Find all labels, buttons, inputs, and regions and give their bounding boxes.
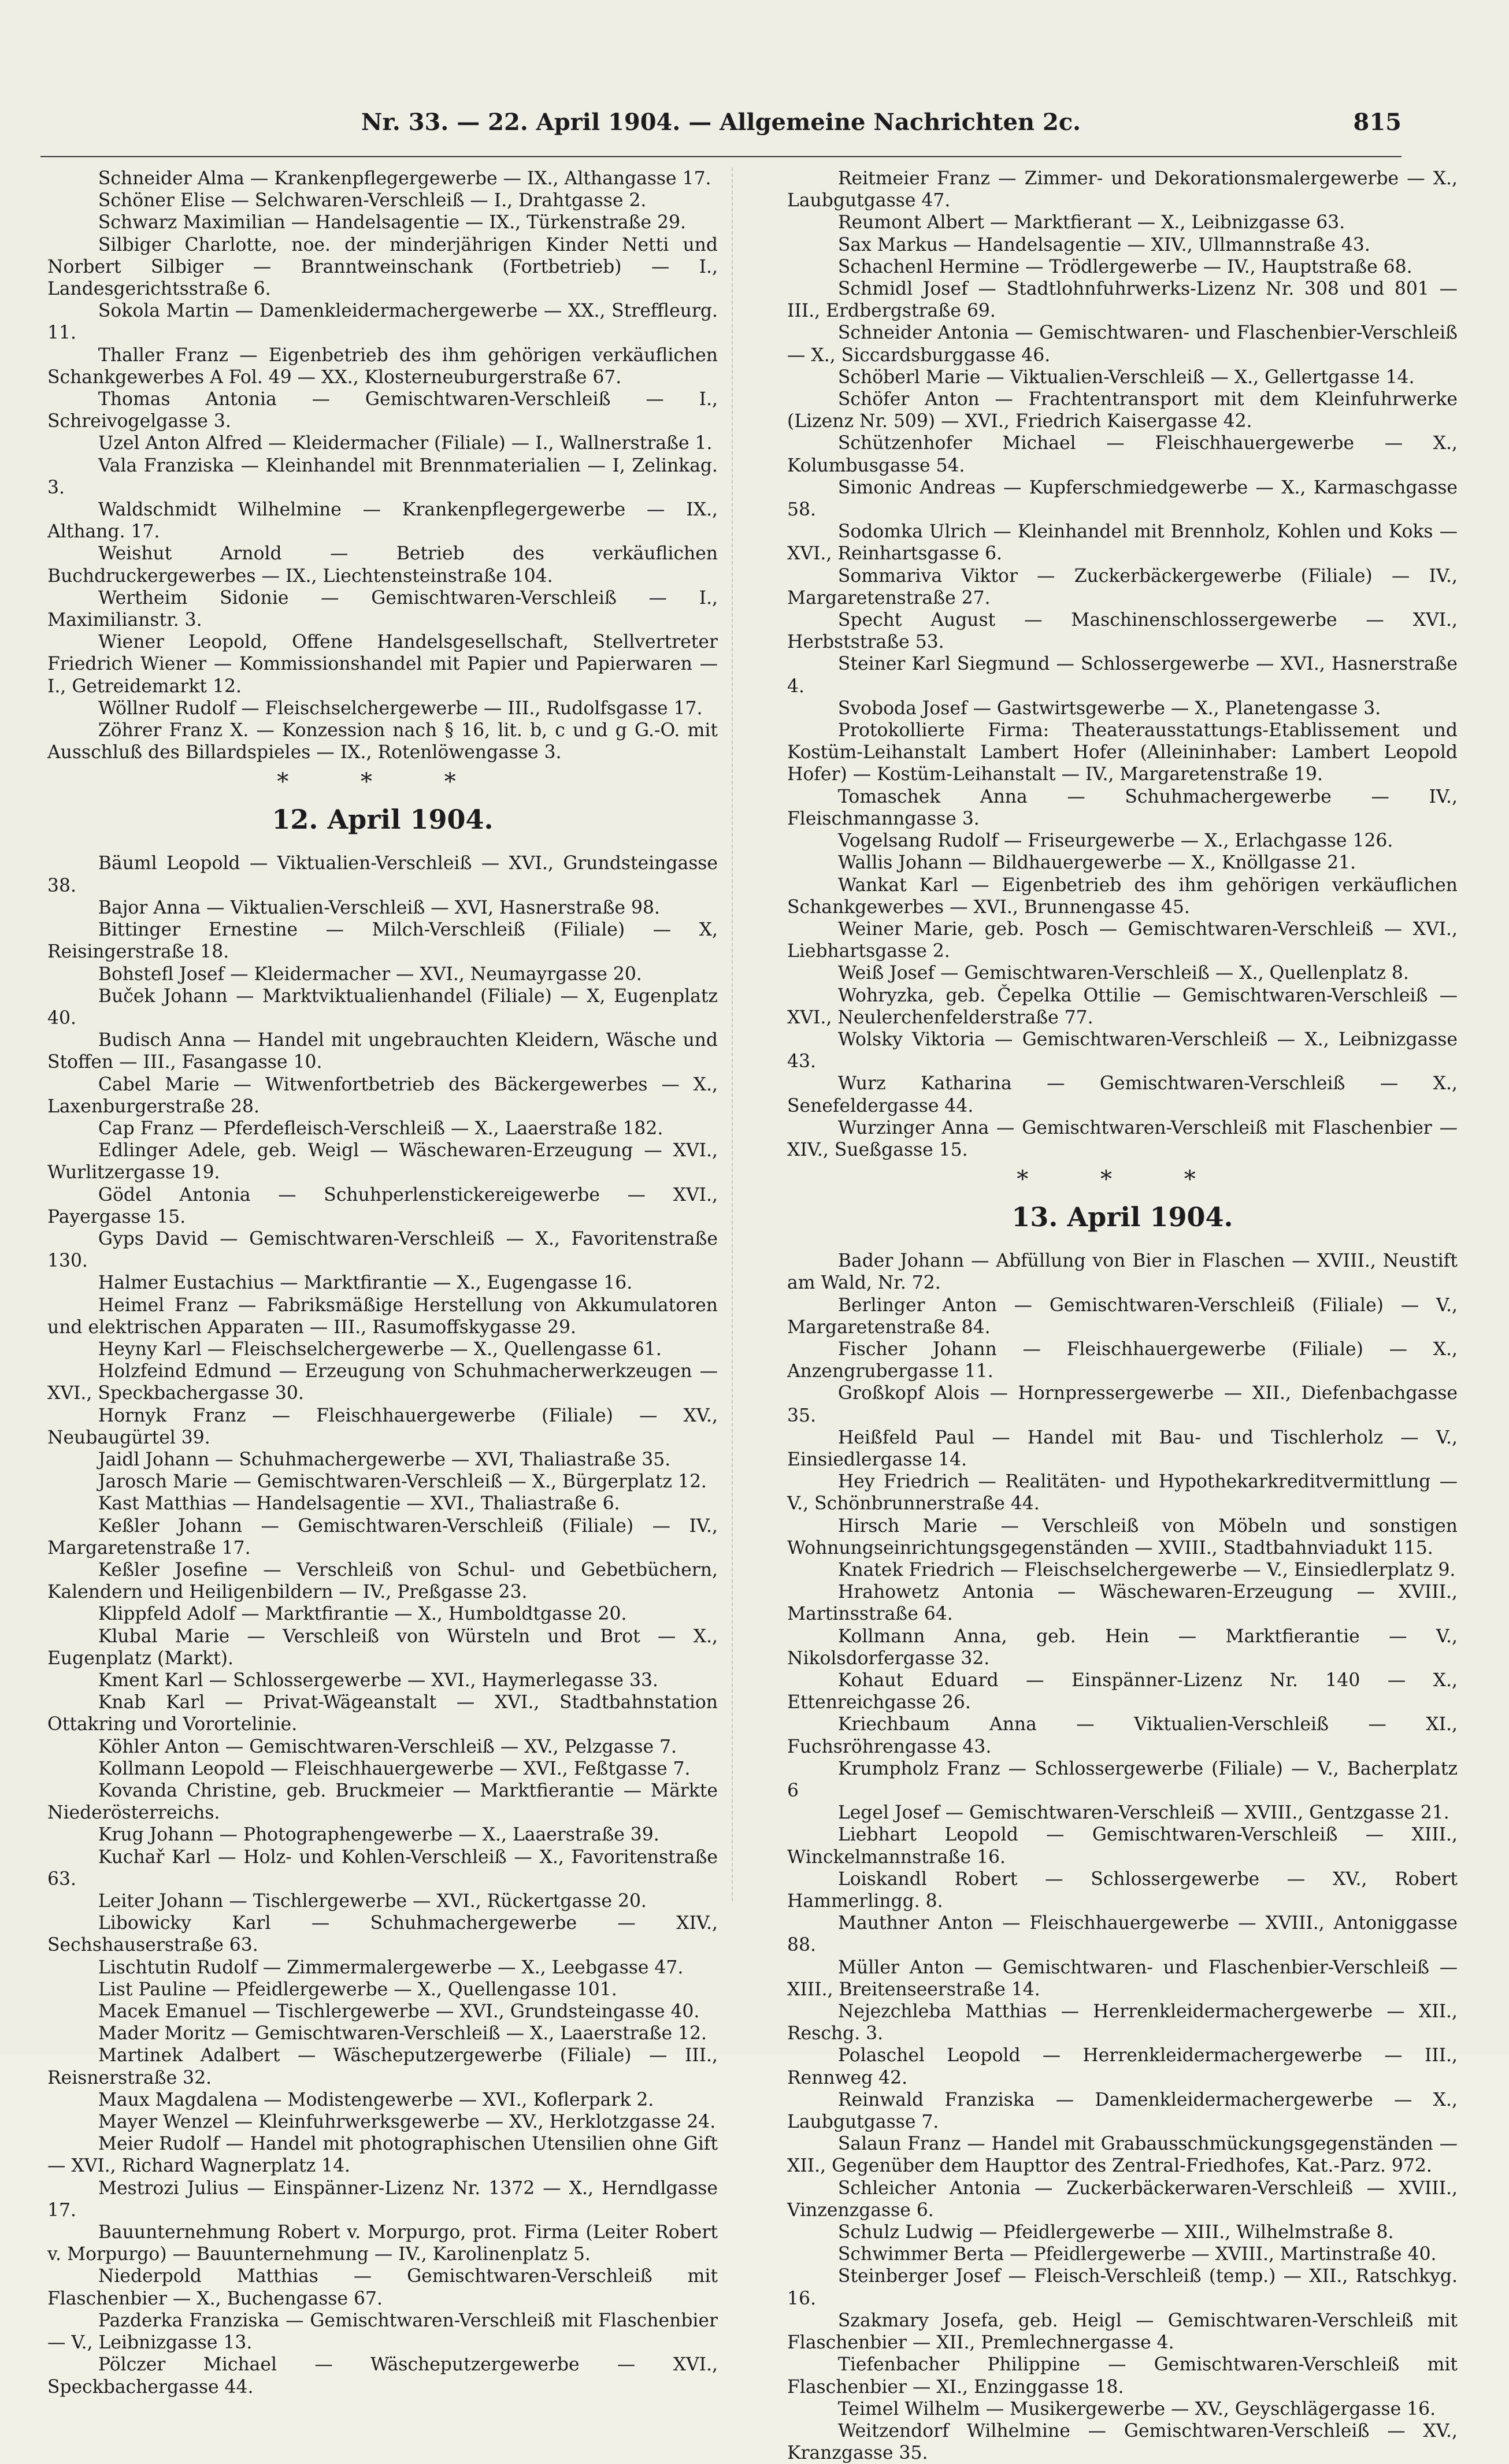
register-entry: Liebhart Leopold — Gemischtwaren-Verschleiß — XIII., Winckelmannstraße 16. — [787, 1824, 1458, 1868]
register-entry: Protokollierte Firma: Theaterausstattungs-Etablissement und Kostüm-Leihanstalt Lambert Hofer (Alleininhaber: Lambert Leopold Hofer) — Kostüm-Leihanstalt — IV., Margaretenstraße 19. — [787, 720, 1458, 785]
right-column — [787, 168, 1458, 2464]
register-entry: Schachenl Hermine — Trödlergewerbe — IV., Hauptstraße 68. — [837, 256, 1412, 277]
page-number: 815 — [1353, 109, 1402, 136]
register-entry: Reinwald Franziska — Damenkleidermachergewerbe — X., Laubgutgasse 7. — [787, 2089, 1458, 2133]
register-entry: Kollmann Anna, geb. Hein — Marktfierantie — V., Nikolsdorfergasse 32. — [787, 1626, 1458, 1669]
register-entry: Nejezchleba Matthias — Herrenkleidermachergewerbe — XII., Reschg. 3. — [787, 2001, 1458, 2044]
register-entry: Bäuml Leopold — Viktualien-Verschleiß — XVI., Grundsteingasse 38. — [47, 853, 718, 896]
register-entry: Leiter Johann — Tischlergewerbe — XVI., Rückertgasse 20. — [98, 1891, 647, 1912]
register-entry: Wankat Karl — Eigenbetrieb des ihm gehörigen verkäuflichen Schankgewerbes — XVI., Brunnengasse 45. — [787, 874, 1458, 918]
register-entry: Thomas Antonia — Gemischtwaren-Verschleiß — I., Schreivogelgasse 3. — [47, 389, 718, 432]
register-entry: Waldschmidt Wilhelmine — Krankenpflegergewerbe — IX., Althang. 17. — [47, 499, 718, 543]
register-entry: Teimel Wilhelm — Musikergewerbe — XV., Geyschlägergasse 16. — [837, 2398, 1436, 2420]
register-entry: Uzel Anton Alfred — Kleidermacher (Filiale) — I., Wallnerstraße 1. — [98, 433, 713, 454]
register-entry: Sommariva Viktor — Zuckerbäckergewerbe (Filiale) — IV., Margaretenstraße 27. — [787, 565, 1458, 608]
register-entry: Wiener Leopold, Offene Handelsgesellschaft, Stellvertreter Friedrich Wiener — Kommissionshandel mit Papier und Papierwaren — I., Getreidemarkt 12. — [47, 632, 718, 697]
register-entry: Mader Moritz — Gemischtwaren-Verschleiß — X., Laaerstraße 12. — [98, 2023, 707, 2044]
section-heading-12-april: 12. April 1904. — [272, 804, 494, 836]
register-entry: Bajor Anna — Viktualien-Verschleiß — XVI, Hasnerstraße 98. — [98, 897, 660, 918]
register-entry: Köhler Anton — Gemischtwaren-Verschleiß — XV., Pelzgasse 7. — [98, 1736, 677, 1757]
register-entry: Bittinger Ernestine — Milch-Verschleiß (Filiale) — X, Reisingerstraße 18. — [47, 919, 718, 963]
register-entry: Hrahowetz Antonia — Wäschewaren-Erzeugung — XVIII., Martinsstraße 64. — [787, 1582, 1458, 1625]
section-separator-stars: * * * — [1017, 1166, 1228, 1193]
register-entry: Heißfeld Paul — Handel mit Bau- und Tischlerholz — V., Einsiedlergasse 14. — [787, 1427, 1458, 1470]
register-entry: Kriechbaum Anna — Viktualien-Verschleiß — XI., Fuchsröhrengasse 43. — [787, 1714, 1458, 1757]
register-entry: Knatek Friedrich — Fleischselchergewerbe — V., Einsiedlerplatz 9. — [837, 1559, 1456, 1580]
register-entry: Polaschel Leopold — Herrenkleidermachergewerbe — III., Rennweg 42. — [787, 2045, 1458, 2088]
register-entry: Svoboda Josef — Gastwirtsgewerbe — X., Planetengasse 3. — [837, 697, 1381, 719]
register-entry: Schneider Alma — Krankenpflegergewerbe — IX., Althangasse 17. — [98, 168, 711, 189]
register-entry: Weiner Marie, geb. Posch — Gemischtwaren-Verschleiß — XVI., Liebhartsgasse 2. — [787, 918, 1458, 962]
register-entry: Sax Markus — Handelsagentie — XIV., Ullmannstraße 43. — [837, 234, 1370, 255]
register-entry: Wolsky Viktoria — Gemischtwaren-Verschleiß — X., Leibnizgasse 43. — [787, 1029, 1458, 1073]
register-entry: Kuchař Karl — Holz- und Kohlen-Verschleiß — X., Favoritenstraße 63. — [47, 1846, 718, 1890]
register-entry: Meier Rudolf — Handel mit photographischen Utensilien ohne Gift — XVI., Richard Wagnerplatz 14. — [47, 2133, 718, 2177]
register-entry: Jaidl Johann — Schuhmachergewerbe — XVI, Thaliastraße 35. — [98, 1449, 671, 1470]
register-entry: Wurzinger Anna — Gemischtwaren-Verschleiß mit Flaschenbier — XIV., Sueßgasse 15. — [787, 1117, 1458, 1160]
register-entry: Sodomka Ulrich — Kleinhandel mit Brennholz, Kohlen und Koks — XVI., Reinhartsgasse 6. — [787, 521, 1458, 565]
register-entry: Salaun Franz — Handel mit Grabausschmückungsgegenständen — XII., Gegenüber dem Haupttor des Zentral-Friedhofes, Kat.-Parz. 972. — [787, 2133, 1458, 2177]
register-entry: Reitmeier Franz — Zimmer- und Dekorationsmalergewerbe — X., Laubgutgasse 47. — [787, 168, 1458, 211]
register-entry: Kollmann Leopold — Fleischhauergewerbe — XVI., Feßtgasse 7. — [98, 1758, 691, 1779]
column-divider — [732, 168, 733, 1901]
register-entry: Vogelsang Rudolf — Friseurgewerbe — X., Erlachgasse 126. — [837, 830, 1393, 852]
register-entry: Heimel Franz — Fabriksmäßige Herstellung von Akkumulatoren und elektrischen Apparaten — III., Rasumoffskygasse 29. — [47, 1294, 718, 1338]
running-title: Nr. 33. — 22. April 1904. — Allgemeine Nachrichten 2c. — [361, 109, 1081, 136]
register-entry: Schöberl Marie — Viktualien-Verschleiß — X., Gellertgasse 14. — [837, 366, 1415, 388]
left-entries-section — [47, 852, 718, 2398]
register-entry: Sokola Martin — Damenkleidermachergewerbe — XX., Streffleurg. 11. — [47, 300, 718, 344]
register-entry: Mestrozi Julius — Einspänner-Lizenz Nr. 1372 — X., Herndlgasse 17. — [47, 2177, 718, 2221]
register-entry: Schmidl Josef — Stadtlohnfuhrwerks-Lizenz Nr. 308 und 801 — III., Erdbergstraße 69. — [787, 279, 1458, 322]
register-entry: Kohaut Eduard — Einspänner-Lizenz Nr. 140 — X., Ettenreichgasse 26. — [787, 1670, 1458, 1713]
register-entry: Schwarz Maximilian — Handelsagentie — IX., Türkenstraße 29. — [98, 212, 686, 233]
register-entry: Schneider Antonia — Gemischtwaren- und Flaschenbier-Verschleiß — X., Siccardsburggasse 46. — [787, 322, 1458, 366]
right-entries-section — [787, 1250, 1458, 2464]
register-entry: Pazderka Franziska — Gemischtwaren-Verschleiß mit Flaschenbier — V., Leibnizgasse 13. — [47, 2310, 718, 2354]
register-entry: Klubal Marie — Verschleiß von Würsteln und Brot — X., Eugenplatz (Markt). — [47, 1626, 718, 1669]
register-entry: Maux Magdalena — Modistengewerbe — XVI., Koflerpark 2. — [98, 2089, 654, 2110]
register-entry: Wurz Katharina — Gemischtwaren-Verschleiß — X., Senefeldergasse 44. — [787, 1073, 1458, 1116]
register-entry: Schulz Ludwig — Pfeidlergewerbe — XIII., Wilhelmstraße 8. — [837, 2222, 1394, 2243]
register-entry: Fischer Johann — Fleischhauergewerbe (Filiale) — X., Anzengrubergasse 11. — [787, 1338, 1458, 1382]
register-entry: Hornyk Franz — Fleischhauergewerbe (Filiale) — XV., Neubaugürtel 39. — [47, 1405, 718, 1448]
register-entry: Macek Emanuel — Tischlergewerbe — XVI., Grundsteingasse 40. — [98, 2001, 700, 2023]
register-entry: Wallis Johann — Bildhauergewerbe — X., Knöllgasse 21. — [837, 852, 1356, 874]
register-entry: Gyps David — Gemischtwaren-Verschleiß — X., Favoritenstraße 130. — [47, 1228, 718, 1272]
register-entry: Szakmary Josefa, geb. Heigl — Gemischtwaren-Verschleiß mit Flaschenbier — XII., Premlechnergasse 4. — [787, 2310, 1458, 2354]
register-entry: Hey Friedrich — Realitäten- und Hypothekarkreditvermittlung — V., Schönbrunnerstraße 44. — [787, 1471, 1458, 1515]
register-entry: Keßler Josefine — Verschleiß von Schul- und Gebetbüchern, Kalendern und Heiligenbildern — IV., Preßgasse 23. — [47, 1559, 718, 1603]
register-entry: Schöfer Anton — Frachtentransport mit dem Kleinfuhrwerke (Lizenz Nr. 509) — XVI., Friedrich Kaisergasse 42. — [787, 389, 1458, 432]
register-entry: Bauunternehmung Robert v. Morpurgo, prot. Firma (Leiter Robert v. Morpurgo) — Bauunternehmung — IV., Karolinenplatz 5. — [47, 2222, 718, 2265]
register-entry: Weiß Josef — Gemischtwaren-Verschleiß — X., Quellenplatz 8. — [837, 963, 1409, 984]
register-entry: Mauthner Anton — Fleischhauergewerbe — XVIII., Antoniggasse 88. — [787, 1913, 1458, 1956]
register-entry: Weishut Arnold — Betrieb des verkäuflichen Buchdruckergewerbes — IX., Liechtensteinstraße 104. — [47, 543, 718, 587]
header-rule — [40, 156, 1402, 157]
register-entry: Niederpold Matthias — Gemischtwaren-Verschleiß mit Flaschenbier — X., Buchengasse 67. — [47, 2266, 718, 2309]
register-entry: Schleicher Antonia — Zuckerbäckerwaren-Verschleiß — XVIII., Vinzenzgasse 6. — [787, 2177, 1458, 2221]
register-entry: Bohstefl Josef — Kleidermacher — XVI., Neumayrgasse 20. — [98, 963, 642, 985]
register-entry: Wertheim Sidonie — Gemischtwaren-Verschleiß — I., Maximilianstr. 3. — [47, 587, 718, 631]
register-entry: Großkopf Alois — Hornpressergewerbe — XII., Diefenbachgasse 35. — [787, 1383, 1458, 1426]
register-entry: Reumont Albert — Marktfierant — X., Leibnizgasse 63. — [837, 212, 1345, 233]
register-entry: Steinberger Josef — Fleisch-Verschleiß (temp.) — XII., Ratschkyg. 16. — [787, 2266, 1458, 2309]
register-entry: Specht August — Maschinenschlossergewerbe — XVI., Herbststraße 53. — [787, 610, 1458, 653]
register-entry: Krumpholz Franz — Schlossergewerbe (Filiale) — V., Bacherplatz 6 — [787, 1758, 1458, 1802]
register-entry: Zöhrer Franz X. — Konzession nach § 16, lit. b, c und g G.-O. mit Ausschluß des Billardspieles — IX., Rotenlöwengasse 3. — [47, 720, 718, 763]
register-entry: Schöner Elise — Selchwaren-Verschleiß — I., Drahtgasse 2. — [98, 190, 647, 211]
section-heading-13-april: 13. April 1904. — [1011, 1201, 1233, 1233]
register-entry: Cap Franz — Pferdefleisch-Verschleiß — X., Laaerstraße 182. — [98, 1118, 663, 1139]
register-entry: Cabel Marie — Witwenfortbetrieb des Bäckergewerbes — X., Laxenburgerstraße 28. — [47, 1074, 718, 1117]
register-entry: Wöllner Rudolf — Fleischselchergewerbe — III., Rudolfsgasse 17. — [98, 697, 703, 719]
register-entry: Loiskandl Robert — Schlossergewerbe — XV., Robert Hammerlingg. 8. — [787, 1868, 1458, 1912]
register-entry: Libowicky Karl — Schuhmachergewerbe — XIV., Sechshauserstraße 63. — [47, 1913, 718, 1956]
register-entry: Müller Anton — Gemischtwaren- und Flaschenbier-Verschleiß — XIII., Breitenseerstraße 14. — [787, 1957, 1458, 2000]
register-entry: Heyny Karl — Fleischselchergewerbe — X., Quellengasse 61. — [98, 1338, 662, 1360]
right-entries-top — [787, 168, 1458, 1161]
section-separator-stars: * * * — [277, 769, 488, 796]
register-entry: Kment Karl — Schlossergewerbe — XVI., Haymerlegasse 33. — [98, 1670, 658, 1691]
register-entry: Steiner Karl Siegmund — Schlossergewerbe — XVI., Hasnerstraße 4. — [787, 654, 1458, 697]
register-entry: Kovanda Christine, geb. Bruckmeier — Marktfierantie — Märkte Niederösterreichs. — [47, 1780, 718, 1824]
register-entry: Weitzendorf Wilhelmine — Gemischtwaren-Verschleiß — XV., Kranzgasse 35. — [787, 2420, 1458, 2464]
register-entry: List Pauline — Pfeidlergewerbe — X., Quellengasse 101. — [98, 1979, 617, 2000]
register-entry: Thaller Franz — Eigenbetrieb des ihm gehörigen verkäuflichen Schankgewerbes A Fol. 49 — XX., Klosterneuburgerstraße 67. — [47, 344, 718, 388]
left-column — [47, 168, 718, 2398]
register-entry: Halmer Eustachius — Marktfirantie — X., Eugengasse 16. — [98, 1272, 633, 1294]
register-entry: Edlinger Adele, geb. Weigl — Wäschewaren-Erzeugung — XVI., Wurlitzergasse 19. — [47, 1140, 718, 1183]
register-entry: Simonic Andreas — Kupferschmiedgewerbe — X., Karmaschgasse 58. — [787, 477, 1458, 521]
register-entry: Legel Josef — Gemischtwaren-Verschleiß — XVIII., Gentzgasse 21. — [837, 1802, 1449, 1824]
register-entry: Jarosch Marie — Gemischtwaren-Verschleiß — X., Bürgerplatz 12. — [98, 1471, 707, 1493]
register-entry: Gödel Antonia — Schuhperlenstickereigewerbe — XVI., Payergasse 15. — [47, 1184, 718, 1227]
register-entry: Kast Matthias — Handelsagentie — XVI., Thaliastraße 6. — [98, 1493, 620, 1515]
register-entry: Keßler Johann — Gemischtwaren-Verschleiß (Filiale) — IV., Margaretenstraße 17. — [47, 1515, 718, 1558]
register-entry: Silbiger Charlotte, noe. der minderjährigen Kinder Netti und Norbert Silbiger — Branntweinschank (Fortbetrieb) — I., Landesgerichtsstraße 6. — [47, 234, 718, 300]
register-entry: Tiefenbacher Philippine — Gemischtwaren-Verschleiß mit Flaschenbier — XI., Enzinggasse 18. — [787, 2354, 1458, 2398]
register-entry: Holzfeind Edmund — Erzeugung von Schuhmacherwerkzeugen — XVI., Speckbachergasse 30. — [47, 1361, 718, 1404]
register-entry: Schwimmer Berta — Pfeidlergewerbe — XVIII., Martinstraße 40. — [837, 2244, 1437, 2265]
register-entry: Budisch Anna — Handel mit ungebrauchten Kleidern, Wäsche und Stoffen — III., Fasangasse 10. — [47, 1030, 718, 1073]
register-entry: Krug Johann — Photographengewerbe — X., Laaerstraße 39. — [98, 1824, 659, 1846]
register-entry: Lischtutin Rudolf — Zimmermalergewerbe — X., Leebgasse 47. — [98, 1957, 684, 1978]
register-entry: Mayer Wenzel — Kleinfuhrwerksgewerbe — XV., Herklotzgasse 24. — [98, 2112, 716, 2133]
register-entry: Wohryzka, geb. Čepelka Ottilie — Gemischtwaren-Verschleiß — XVI., Neulerchenfelderstraße 77. — [787, 985, 1458, 1028]
register-entry: Tomaschek Anna — Schuhmachergewerbe — IV., Fleischmanngasse 3. — [787, 786, 1458, 829]
register-entry: Martinek Adalbert — Wäscheputzergewerbe (Filiale) — III., Reisnerstraße 32. — [47, 2045, 718, 2088]
page-header — [40, 103, 1402, 143]
register-entry: Knab Karl — Privat-Wägeanstalt — XVI., Stadtbahnstation Ottakring und Vorortelinie. — [47, 1692, 718, 1735]
register-entry: Bader Johann — Abfüllung von Bier in Flaschen — XVIII., Neustift am Wald, Nr. 72. — [787, 1250, 1458, 1294]
left-entries-top — [47, 168, 718, 763]
register-entry: Vala Franziska — Kleinhandel mit Brennmaterialien — I, Zelinkag. 3. — [47, 455, 718, 498]
register-entry: Buček Johann — Marktviktualienhandel (Filiale) — X, Eugenplatz 40. — [47, 985, 718, 1029]
register-entry: Hirsch Marie — Verschleiß von Möbeln und sonstigen Wohnungseinrichtungsgegenständen — XVIII., Stadtbahnviadukt 115. — [787, 1515, 1458, 1558]
register-entry: Berlinger Anton — Gemischtwaren-Verschleiß (Filiale) — V., Margaretenstraße 84. — [787, 1294, 1458, 1338]
register-entry: Pölczer Michael — Wäscheputzergewerbe — XVI., Speckbachergasse 44. — [47, 2354, 718, 2398]
register-entry: Schützenhofer Michael — Fleischhauergewerbe — X., Kolumbusgasse 54. — [787, 433, 1458, 476]
register-entry: Klippfeld Adolf — Marktfirantie — X., Humboldtgasse 20. — [98, 1604, 627, 1625]
